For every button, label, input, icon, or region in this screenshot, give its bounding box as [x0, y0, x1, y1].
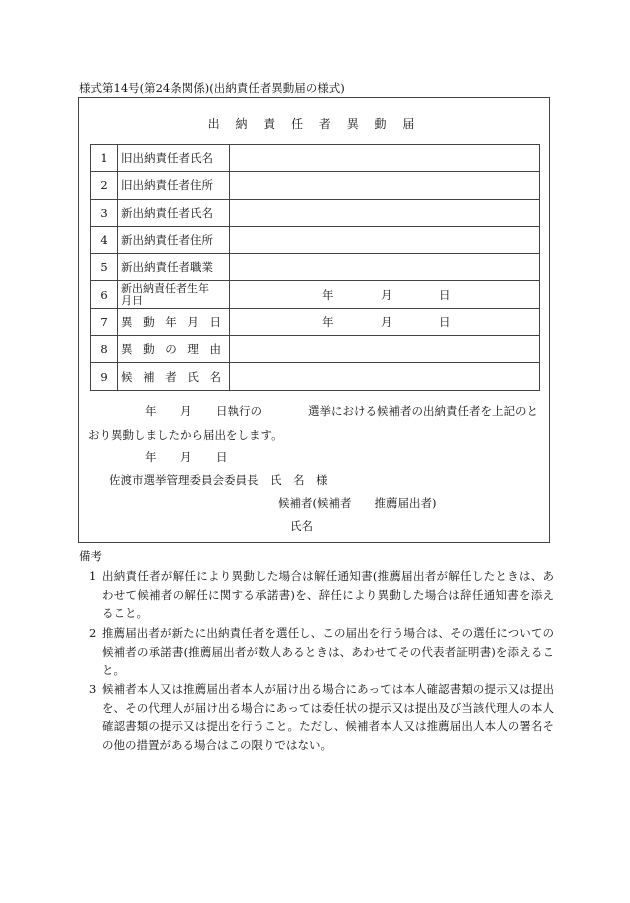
submitter-name-label: 氏名 — [290, 519, 313, 533]
row-label-line: 月日 — [121, 293, 143, 307]
row-label: 旧出納責任者氏名 — [118, 145, 230, 172]
row-number: 1 — [91, 145, 118, 172]
day-unit: 日 — [439, 287, 451, 302]
table-row — [91, 145, 540, 172]
label-char: 日 — [209, 314, 221, 329]
date-month: 月 — [180, 450, 192, 464]
row-label: 旧出納責任者住所 — [118, 172, 230, 199]
label-char: 動 — [143, 342, 155, 357]
row-label: 新出納責任者職業 — [118, 254, 230, 281]
notes-heading: 備考 — [79, 549, 102, 563]
row-label — [118, 336, 230, 363]
table-row — [91, 254, 540, 281]
label-char: 異 — [121, 314, 133, 329]
label-char: 者 — [165, 369, 177, 384]
note-text: 出納責任者が解任により異動した場合は解任通知書(推薦届出者が解任したときは、あわせて候補者の解任に関する承諾書)を、辞任により異動した場合は辞任通知書を添えること。 — [102, 569, 554, 621]
label-char: 理 — [187, 342, 199, 357]
statement-line2: おり異動しましたから届出をします。 — [88, 428, 283, 442]
statement-month: 月 — [180, 404, 192, 418]
label-char: 補 — [143, 369, 155, 384]
label-char: 氏 — [187, 369, 199, 384]
row-label: 新出納責任者氏名 — [118, 199, 230, 226]
note-text: 推薦届出者が新たに出納責任者を選任し、この届出を行う場合は、その選任についての候補者の承諾書(推薦届出者が数人あるときは、あわせてその代表者証明書)を添えること。 — [102, 626, 554, 678]
year-unit: 年 — [322, 314, 334, 329]
candidate-name-field[interactable] — [230, 363, 540, 390]
row-number: 2 — [91, 172, 118, 199]
year-unit: 年 — [322, 287, 334, 302]
row-label — [118, 308, 230, 335]
table-row — [91, 226, 540, 253]
items-table — [90, 144, 540, 391]
note-item — [89, 567, 554, 623]
label-char: 由 — [209, 342, 221, 357]
row-label-line: 新出納責任者生年 — [121, 281, 209, 295]
form-title: 出 納 責 任 者 異 動 届 — [207, 117, 421, 131]
label-char: 動 — [143, 314, 155, 329]
label-char: 異 — [121, 342, 133, 357]
old-treasurer-address-field[interactable] — [230, 172, 540, 199]
row-number: 7 — [91, 308, 118, 335]
change-reason-field[interactable] — [230, 336, 540, 363]
statement-year: 年 — [145, 404, 157, 418]
old-treasurer-name-field[interactable] — [230, 145, 540, 172]
note-number: 3 — [89, 682, 97, 696]
row-number: 6 — [91, 281, 118, 308]
label-char: の — [165, 342, 177, 357]
label-char: 候 — [121, 369, 133, 384]
form-frame — [78, 97, 550, 543]
table-row — [91, 336, 540, 363]
note-number: 2 — [89, 626, 97, 640]
new-treasurer-birthdate-field[interactable] — [230, 281, 540, 308]
date-day: 日 — [216, 450, 228, 464]
row-number: 9 — [91, 363, 118, 390]
statement-day-exec: 日執行の — [216, 404, 262, 418]
row-label — [118, 281, 230, 308]
note-item — [89, 624, 554, 680]
row-label — [118, 363, 230, 390]
row-number: 4 — [91, 226, 118, 253]
statement-line1: 選挙における候補者の出納責任者を上記のと — [308, 404, 538, 418]
addressee: 佐渡市選挙管理委員会委員長 氏 名 様 — [109, 473, 328, 487]
new-treasurer-occupation-field[interactable] — [230, 254, 540, 281]
table-row — [91, 199, 540, 226]
day-unit: 日 — [439, 314, 451, 329]
submitter-role: 候補者(候補者 推薦届出者) — [278, 496, 437, 510]
note-item — [89, 680, 554, 755]
table-row — [91, 363, 540, 390]
table-row — [91, 308, 540, 335]
note-text: 候補者本人又は推薦届出者本人が届け出る場合にあっては本人確認書類の提示又は提出を、その代理人が届け出る場合にあっては委任状の提示又は提出及び当該代理人の本人確認書類の提示又は提出を行うこと。ただし、候補者本人又は推薦届出人本人の署名その他の措置がある場合はこの限りではない。 — [102, 682, 554, 753]
label-char: 年 — [165, 314, 177, 329]
row-label: 新出納責任者住所 — [118, 226, 230, 253]
label-char: 名 — [209, 369, 221, 384]
form-caption: 様式第14号(第24条関係)(出納責任者異動届の様式) — [79, 81, 345, 95]
label-char: 月 — [187, 314, 199, 329]
row-number: 5 — [91, 254, 118, 281]
row-number: 3 — [91, 199, 118, 226]
new-treasurer-name-field[interactable] — [230, 199, 540, 226]
month-unit: 月 — [381, 287, 393, 302]
note-number: 1 — [89, 569, 97, 583]
new-treasurer-address-field[interactable] — [230, 226, 540, 253]
row-number: 8 — [91, 336, 118, 363]
table-row — [91, 281, 540, 308]
date-year: 年 — [145, 450, 157, 464]
month-unit: 月 — [381, 314, 393, 329]
change-date-field[interactable] — [230, 308, 540, 335]
table-row — [91, 172, 540, 199]
